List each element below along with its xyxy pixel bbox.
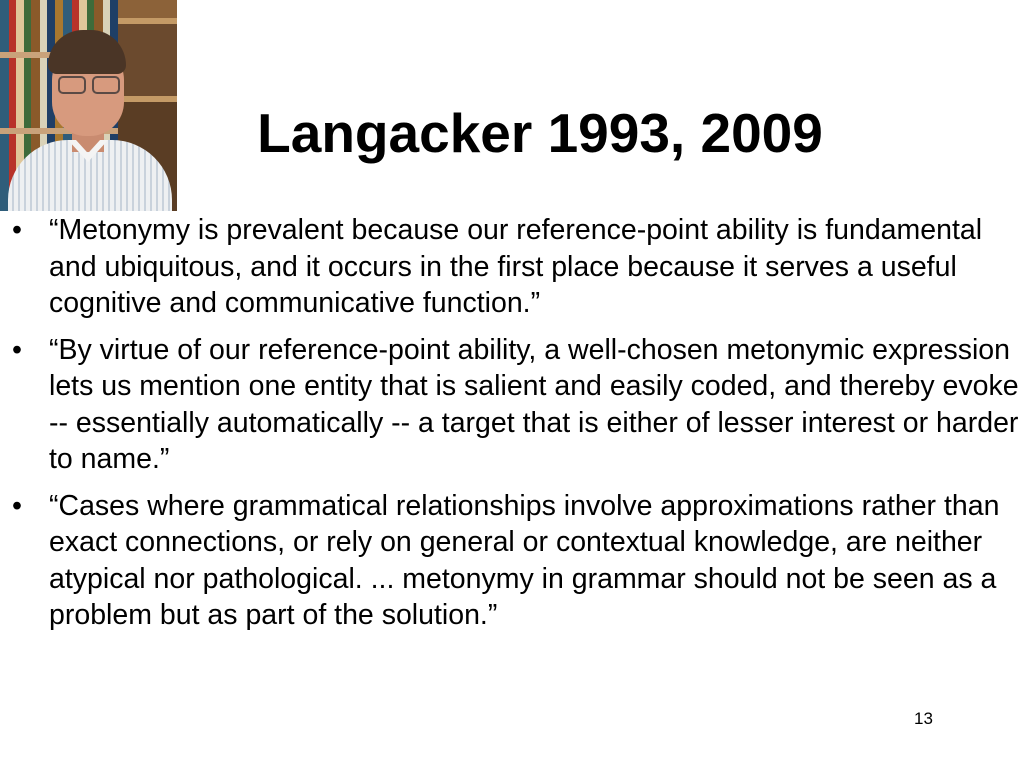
bullet-text: “Metonymy is prevalent because our reference-point ability is fundamental and ubiquitous, and it occurs in the first place because it serves a useful cognitive and communicative function.”: [49, 214, 983, 319]
slide-title: Langacker 1993, 2009: [257, 102, 823, 164]
bullet-marker: •: [12, 489, 22, 522]
bullet-item-2: [10, 332, 1020, 478]
bullet-text: “Cases where grammatical relationships involve approximations rather than exact connections, or rely on general or contextual knowledge, are neither atypical nor pathological. ... metonymy in grammar should not be seen as a problem but as part of the solution.”: [49, 489, 1000, 631]
bullet-item-3: [10, 488, 1020, 634]
bullet-marker: •: [12, 214, 22, 246]
bullet-item-1: [10, 212, 1020, 322]
bullet-marker: •: [12, 333, 22, 366]
bullet-text: “By virtue of our reference-point ability, a well-chosen metonymic expression lets us mention one entity that is salient and easily coded, and thereby evoke -- essentially automatically -- a target that is either of lesser interest or harder to name.”: [49, 333, 1019, 475]
bullet-list: [10, 212, 1020, 644]
page-number: 13: [914, 709, 933, 728]
glasses-shape: [58, 76, 120, 92]
